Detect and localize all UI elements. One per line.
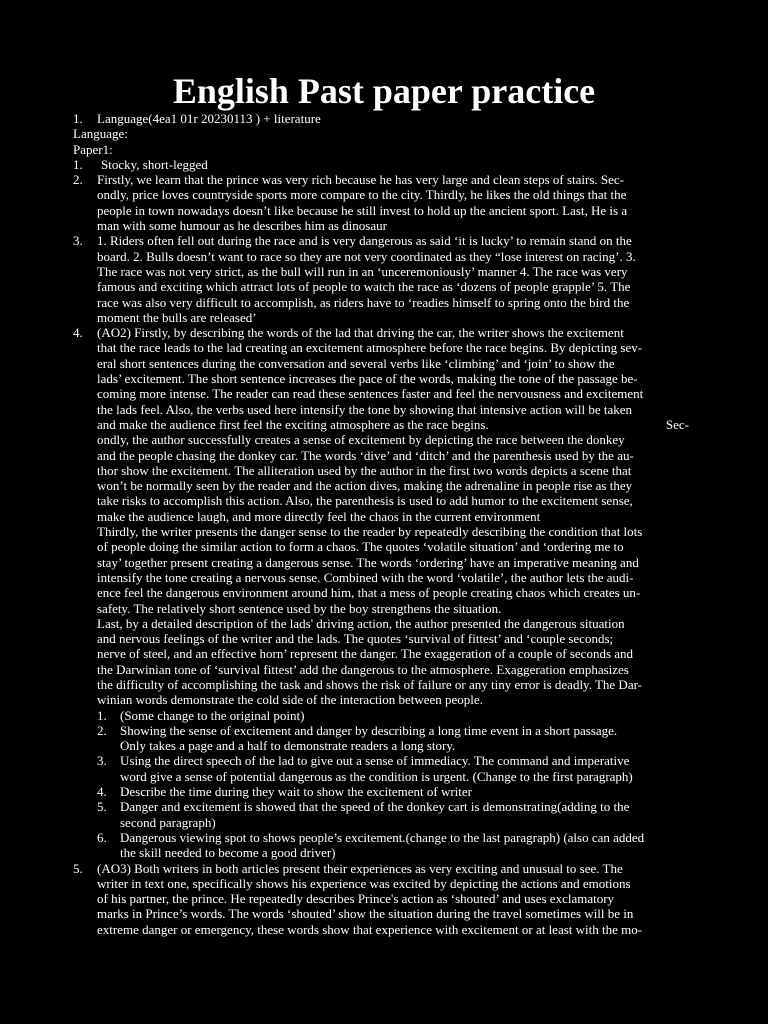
list-number: 1. (73, 111, 83, 126)
text-line-main: and make the audience first feel the exciting atmosphere as the race begins. (97, 416, 489, 432)
answer-text (97, 172, 695, 233)
text-line: Thirdly, the writer presents the danger sense to the reader by repeatedly describing the condition that lots (97, 524, 643, 540)
list-number: 6. (97, 829, 107, 845)
text-line: ondly, the author successfully creates a sense of excitement by depicting the race between the donkey (97, 432, 625, 448)
sub-list-item (97, 830, 695, 861)
answer-text (97, 325, 695, 860)
text-line: of his partner, the prince. He repeatedly describes Prince's action as ‘shouted’ and uses exclamatory (97, 891, 615, 907)
text-line (97, 417, 695, 432)
text-line: coming more intense. The reader can read these sentences faster and feel the nervousness and excitement (97, 386, 644, 402)
sub-list-item (97, 784, 695, 799)
list-number: 2. (97, 722, 107, 738)
sub-text (120, 753, 695, 784)
text-line: Last, by a detailed description of the lads' driving action, the author presented the dangerous situation (97, 615, 625, 631)
answer-item-5 (73, 861, 695, 937)
text-line: that the race leads to the lad creating an excitement atmosphere before the race begins. By depicting sev- (97, 340, 643, 356)
text-line: people in town nowadays doesn’t like because he still invest to hold up the ancient sport. Last, He is a (97, 202, 628, 218)
text-line: ence feel the dangerous environment around him, that a mess of people creating chaos which creates un- (97, 585, 641, 601)
list-number: 4. (97, 784, 107, 800)
text-line: thor show the excitement. The alliteration used by the author in the first two words depicts a scene that (97, 462, 632, 478)
text-line: Danger and excitement is showed that the speed of the donkey cart is demonstrating(adding to the (120, 799, 630, 815)
sub-text (120, 708, 695, 723)
sub-text (120, 784, 695, 799)
text-line: the Darwinian tone of ‘survival fittest’ add the dangerous to the atmosphere. Exaggeration emphasizes (97, 661, 629, 677)
list-number: 3. (73, 233, 83, 249)
text-line: 1. Riders often fell out during the race and is very dangerous as said ‘it is lucky’ to remain stand on the (97, 233, 632, 249)
sub-list-item (97, 723, 695, 754)
sub-list-item (97, 753, 695, 784)
text-line: moment the bulls are released’ (97, 309, 257, 325)
list-number: 1. (97, 707, 107, 723)
sub-list-item (97, 799, 695, 830)
text-line: won’t be normally seen by the reader and the action dives, making the adrenaline in people rise as they (97, 478, 633, 494)
text-line: lads’ excitement. The short sentence increases the pace of the words, making the tone of the passage be- (97, 371, 638, 387)
text-line-fragment: Sec- (665, 416, 689, 432)
answer-item-2 (73, 172, 695, 233)
text-line: word give a sense of potential dangerous as the condition is urgent. (Change to the first paragraph) (120, 768, 633, 784)
answer-text (97, 157, 695, 172)
text-line: of people doing the similar action to form a chaos. The quotes ‘volatile situation’ and ‘ordering me to (97, 539, 624, 555)
text-line: man with some humour as he describes him as dinosaur (97, 218, 387, 234)
text-line: board. 2. Bulls doesn’t want to race so they are not very coordinated as they “lose interest on racing’. 3. (97, 248, 636, 264)
answer-text (97, 233, 695, 325)
answer-text (97, 861, 695, 937)
text-line: take risks to accomplish this action. Also, the parenthesis is used to add humor to the excitement sense, (97, 493, 633, 509)
text-line: Firstly, we learn that the prince was very rich because he has very large and clean steps of stairs. Sec- (97, 172, 625, 188)
text-line: Describe the time during they wait to show the excitement of writer (120, 784, 472, 800)
text-line: eral short sentences during the conversation and several verbs like ‘climbing’ and ‘join’ to show the (97, 355, 615, 371)
text-line: the difficulty of accomplishing the task and shows the risk of failure or any tiny error is deadly. The Dar- (97, 676, 642, 692)
list-number: 1. (73, 156, 83, 172)
list-number: 5. (73, 860, 83, 876)
text-line: (Some change to the original point) (120, 707, 305, 723)
language-heading: Language: (73, 126, 128, 142)
sub-text (120, 723, 695, 754)
text-line: writer in text one, specifically shows his experience was excited by depicting the actions and emotions (97, 875, 631, 891)
intro-item (73, 111, 695, 126)
list-number: 3. (97, 753, 107, 769)
list-number: 5. (97, 799, 107, 815)
text-line: marks in Prince’s words. The words ‘shouted’ show the situation during the travel sometimes will be in (97, 906, 634, 922)
text-line: winian words demonstrate the cold side of the interaction between people. (97, 692, 483, 708)
text-line: race was also very difficult to accomplish, as riders have to ‘readies himself to spring onto the bird the (97, 294, 630, 310)
text-line: the lads feel. Also, the verbs used here intensify the tone by showing that intensive action will be taken (97, 401, 633, 417)
list-number: 2. (73, 172, 83, 188)
text-line: (AO2) Firstly, by describing the words of the lad that driving the car, the writer shows the excitement (97, 325, 624, 341)
page-title: English Past paper practice (172, 71, 596, 111)
text-line: make the audience laugh, and more directly feel the chaos in the current environment (97, 508, 541, 524)
text-line: Showing the sense of excitement and danger by describing a long time event in a short passage. (120, 722, 618, 738)
document-body (73, 111, 695, 937)
text-line: Stocky, short-legged (101, 156, 208, 172)
text-line: ondly, price loves countryside sports more compare to the city. Thirdly, he likes the old things that the (97, 187, 627, 203)
answer-item-3 (73, 233, 695, 325)
text-line: nerve of steel, and an effective horn’ represent the danger. The exaggeration of a couple of seconds and (97, 646, 634, 662)
text-line: safety. The relatively short sentence used by the boy strengthens the situation. (97, 600, 502, 616)
text-line: intensify the tone creating a nervous sense. Combined with the word ‘volatile’, the author lets the audi- (97, 569, 634, 585)
text-line: The race was not very strict, as the bull will run in an ‘unceremoniously’ manner 4. The race was very (97, 263, 628, 279)
text-line: Dangerous viewing spot to shows people’s excitement.(change to the last paragraph) (also can added (120, 829, 645, 845)
text-line: famous and exciting which attract lots of people to watch the race as ‘dozens of people grapple’ 5. The (97, 279, 631, 295)
answer-item-4 (73, 325, 695, 860)
sub-text (120, 799, 695, 830)
answer-item-1 (73, 157, 695, 172)
paper1-heading: Paper1: (73, 141, 113, 157)
text-line: the skill needed to become a good driver) (120, 845, 336, 861)
text-line: extreme danger or emergency, these words show that experience with excitement or at least with the mo- (97, 921, 643, 937)
text-line: (AO3) Both writers in both articles present their experiences as very exciting and unusual to see. The (97, 860, 623, 876)
text-line: and the people chasing the donkey car. The words ‘dive’ and ‘ditch’ and the parenthesis used by the au- (97, 447, 634, 463)
text-line: second paragraph) (120, 814, 216, 830)
text-line: stay’ together present creating a dangerous sense. The words ‘ordering’ have an imperative meaning and (97, 554, 639, 570)
text-line: Only takes a page and a half to demonstrate readers a long story. (120, 738, 456, 754)
text-line: Using the direct speech of the lad to give out a sense of immediacy. The command and imperative (120, 753, 630, 769)
sub-list-item (97, 708, 695, 723)
list-number: 4. (73, 325, 83, 341)
paper-reference: Language(4ea1 01r 20230113 ) + literature (97, 111, 321, 126)
sub-text (120, 830, 695, 861)
text-line: and nervous feelings of the writer and the lads. The quotes ‘survival of fittest’ and ‘couple seconds; (97, 631, 614, 647)
